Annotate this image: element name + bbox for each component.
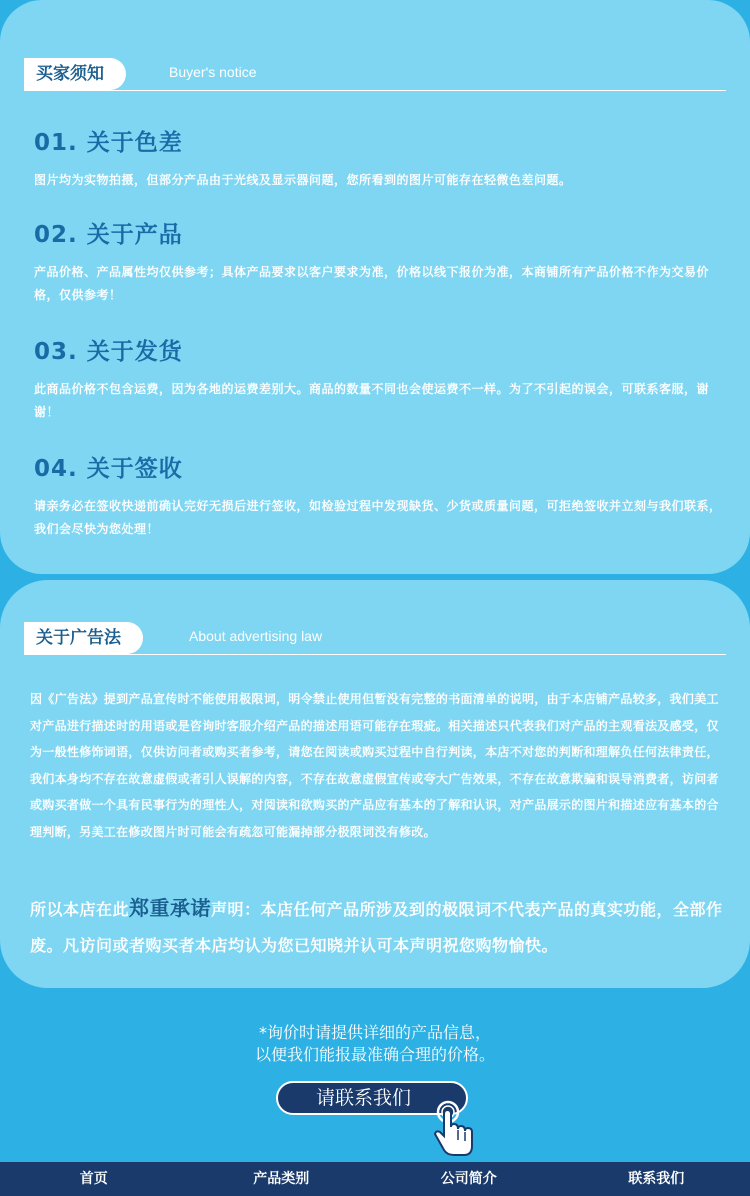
bottom-nav — [0, 1162, 750, 1196]
notice-item-receipt — [34, 450, 726, 541]
buyer-notice-header — [24, 58, 726, 90]
header-divider — [24, 90, 726, 91]
nav-item-company-profile[interactable]: 公司简介 — [440, 1171, 497, 1187]
nav-item-contact-us[interactable]: 联系我们 — [628, 1171, 685, 1187]
contact-us-button[interactable]: 请联系我们 — [276, 1081, 468, 1115]
buyer-notice-panel — [0, 0, 750, 574]
inquiry-line-2: 以便我们能报最准确合理的价格。 — [254, 1045, 495, 1064]
statement-highlight: 郑重承诺 — [129, 896, 212, 920]
ad-law-header — [24, 622, 726, 654]
statement-prefix: 所以本店在此 — [30, 900, 130, 919]
notice-item-heading: 03. 关于发货 — [34, 339, 183, 365]
nav-item-home[interactable]: 首页 — [79, 1171, 108, 1187]
statement-suffix: 声明：本店任何产品所涉及到的极限词不代表产品的真实功能，全部作废。凡访问或者购买者本店均认为您已知晓并认可本声明祝您购物愉快。 — [30, 900, 723, 955]
ad-law-panel — [0, 580, 750, 988]
notice-item-shipping — [34, 333, 726, 424]
ad-law-subtitle: About advertising law — [189, 628, 323, 644]
notice-item-text: 请亲务必在签收快递前确认完好无损后进行签收，如检验过程中发现缺货、少货或质量问题，可拒绝签收并立刻与我们联系，我们会尽快为您处理！ — [34, 499, 722, 536]
hand-pointer-icon — [432, 1100, 476, 1160]
notice-item-text: 产品价格、产品属性均仅供参考；具体产品要求以客户要求为准，价格以线下报价为准，本商铺所有产品价格不作为交易价格，仅供参考！ — [34, 265, 710, 302]
notice-item-product — [34, 216, 726, 307]
notice-item-color-difference — [34, 124, 726, 192]
buyer-notice-subtitle: Buyer's notice — [169, 64, 257, 80]
notice-item-text: 此商品价格不包含运费，因为各地的运费差别大。商品的数量不同也会使运费不一样。为了不引起的误会，可联系客服，谢谢！ — [34, 382, 710, 419]
inquiry-line-1: *询价时请提供详细的产品信息， — [258, 1023, 491, 1042]
notice-item-text: 图片均为实物拍摄，但部分产品由于光线及显示器问题，您所看到的图片可能存在轻微色差问题。 — [34, 173, 572, 187]
nav-item-product-categories[interactable]: 产品类别 — [253, 1171, 310, 1187]
ad-law-text: 因《广告法》提到产品宣传时不能使用极限词，明令禁止使用但暂没有完整的书面清单的说明，由于本店铺产品较多，我们美工对产品进行描述时的用语或是咨询时客服介绍产品的描述用语可能存在瑕疵。相关描述只代表我们对产品的主观看法及感受，仅为一般性修饰词语，仅供访问者或购买者参考，请您在阅读或购买过程中自行判读，本店不对您的判断和理解负任何法律责任，我们本身均不存在故意虚假或者引人误解的内容，不存在故意虚假宣传或夸大广告效果，不存在故意欺骗和误导消费者，访问者或购买者做一个具有民事行为的理性人，对阅读和欲购买的产品应有基本的了解和认识，对产品展示的图片和描述应有基本的合理判断，另美工在修改图片时可能会有疏忽可能漏掉部分极限词没有修改。 — [30, 692, 719, 839]
buyer-notice-title: 买家须知 — [24, 58, 126, 90]
header-divider — [24, 654, 726, 655]
ad-law-statement — [30, 890, 726, 964]
ad-law-title: 关于广告法 — [24, 622, 143, 654]
notice-item-heading: 01. 关于色差 — [34, 130, 183, 156]
notice-item-heading: 04. 关于签收 — [34, 456, 183, 482]
notice-item-heading: 02. 关于产品 — [34, 222, 183, 248]
inquiry-notice — [0, 1022, 750, 1066]
